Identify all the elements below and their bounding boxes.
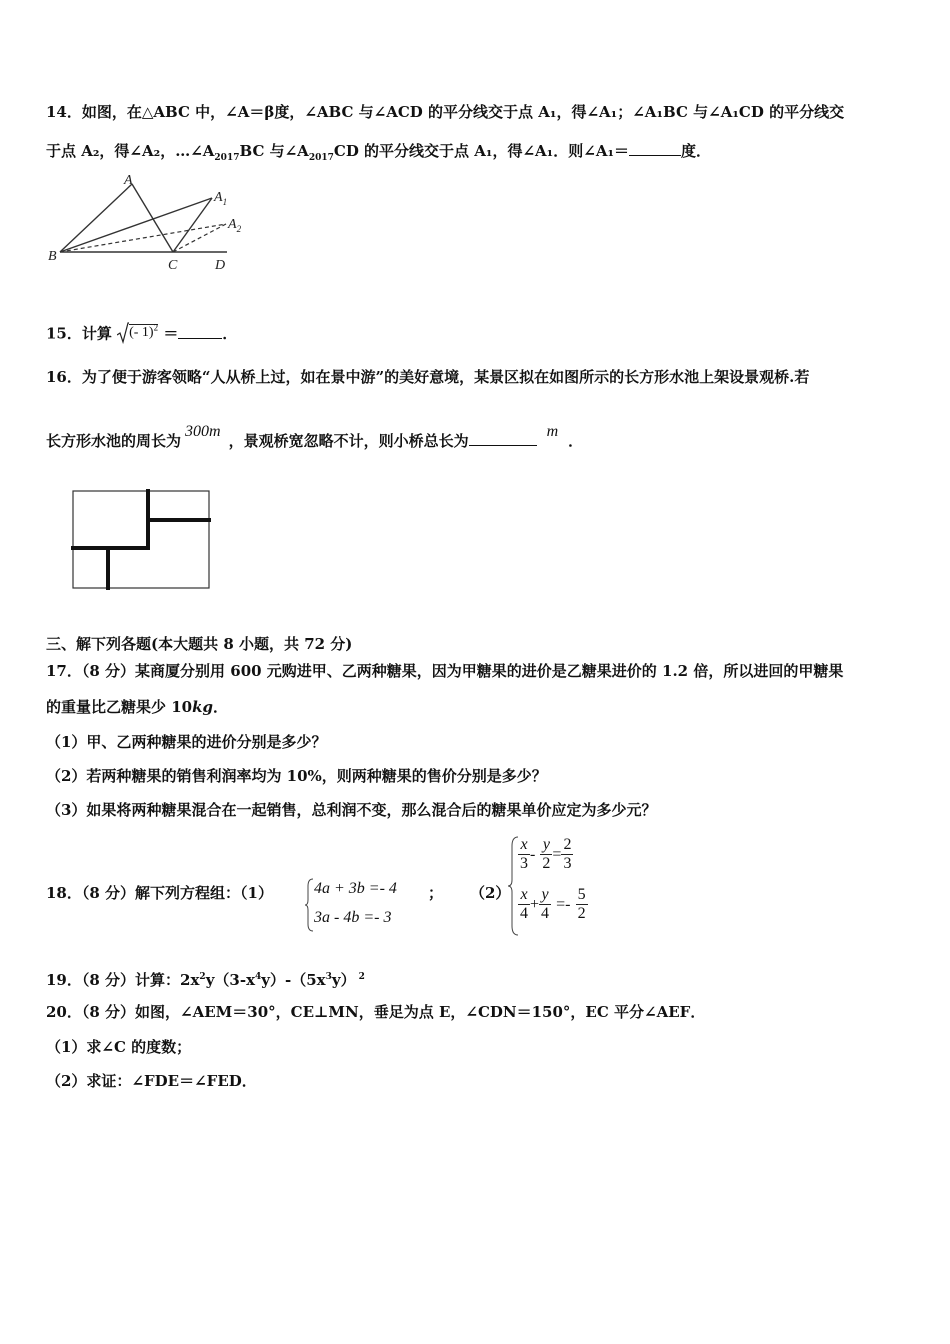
- q18-part2: （2）: [470, 884, 511, 902]
- answer-blank: [469, 430, 537, 446]
- label-B: B: [48, 249, 57, 264]
- q17-sub3: （3）如果将两种糖果混合在一起销售，总利润不变，那么混合后的糖果单价应定为多少元？: [46, 801, 657, 819]
- q17-sub2: （2）若两种糖果的销售利润率均为 10%，则两种糖果的售价分别是多少？: [46, 767, 547, 785]
- section-3-title: 三、解下列各题(本大题共 8 小题，共 72 分): [46, 635, 353, 653]
- q20-sub1: （1）求∠C 的度数；: [46, 1038, 192, 1056]
- brace-1: [304, 878, 314, 932]
- label-C: C: [168, 258, 178, 273]
- q14-line1: 14．如图，在△ABC 中，∠A＝β度，∠ABC 与∠ACD 的平分线交于点 A₁，得∠A₁；∠A₁BC 与∠A₁CD 的平分线交: [46, 103, 845, 121]
- system2-eq1: $\frac{x}{3}$ - $\frac{y}{2}$ = $\frac{2}{3}$: [520, 836, 572, 872]
- q16-figure: [70, 488, 216, 592]
- answer-blank: [629, 140, 681, 156]
- q20-sub2: （2）求证：∠FDE＝∠FED．: [46, 1072, 257, 1090]
- label-D: D: [215, 258, 226, 273]
- radical-sign: [117, 322, 129, 344]
- q14-line2: 于点 A₂，得∠A₂，$\dots\angle A_{2017}BC$ 与$\angle A_{2017}CD$ 的平分线交于点 A₁，得∠A₁．则∠A₁＝ 度．: [46, 142, 712, 163]
- q16-line2: 长方形水池的周长为300m，景观桥宽忽略不计，则小桥总长为m．: [46, 423, 584, 450]
- q14-figure: [40, 168, 270, 278]
- q18-prefix: 18．（8 分）解下列方程组：（1）: [46, 884, 273, 902]
- q17-line1: 17．（8 分）某商厦分别用 600 元购进甲、乙两种糖果，因为甲糖果的进价是乙糖果进价的 1.2 倍，所以进回的甲糖果: [46, 662, 844, 680]
- q15-line: 15．计算 (- 1)$^2$ ＝ ．: [46, 322, 238, 343]
- q18-sep: ；: [428, 884, 444, 902]
- q16-line1: 16．为了便于游客领略“人从桥上过，如在景中游”的美好意境，某景区拟在如图所示的长方形水池上架设景观桥.若: [46, 368, 810, 386]
- label-A1: $A_1$: [214, 190, 228, 207]
- q17-line2: 的重量比乙糖果少 10kg．: [46, 698, 229, 716]
- q20-line1: 20．（8 分）如图，∠AEM＝30°，CE⊥MN，垂足为点 E，∠CDN＝150°，EC 平分∠AEF．: [46, 1003, 706, 1021]
- q19-line: 19．（8 分）计算：$2x^2y(3-x^4y)-(5x^3y)$ $^2$: [46, 971, 365, 989]
- q17-sub1: （1）甲、乙两种糖果的进价分别是多少？: [46, 733, 327, 751]
- system1-eq1: 4a + 3b =- 4: [314, 880, 397, 897]
- system1-eq2: 3a - 4b =- 3: [314, 909, 392, 926]
- label-A2: $A_2$: [228, 217, 242, 234]
- system2-eq2: $\frac{x}{4}$ + $\frac{y}{4}$ =- $\frac{5}{2}$: [520, 886, 586, 922]
- answer-blank: [178, 323, 222, 339]
- label-A: A: [124, 173, 133, 188]
